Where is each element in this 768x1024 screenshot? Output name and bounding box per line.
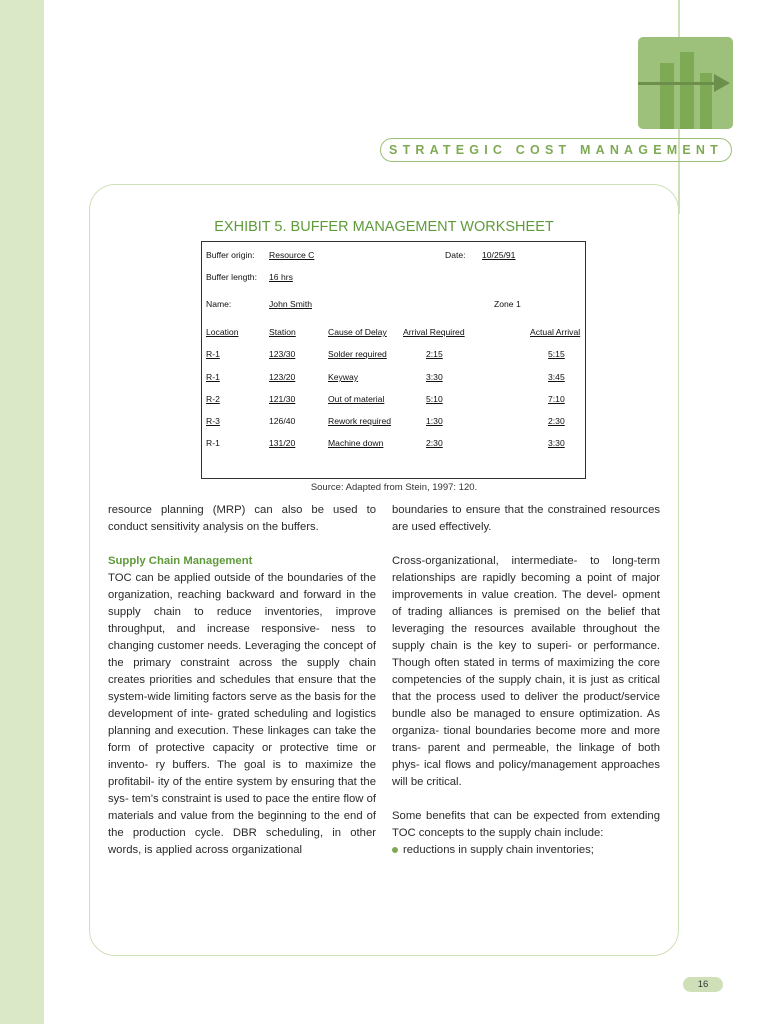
- right-text-column: [392, 502, 660, 859]
- row-station: 123/30: [269, 349, 296, 359]
- row-station: 131/20: [269, 438, 296, 448]
- section-heading: Supply Chain Management: [108, 555, 253, 567]
- row-cause: Rework required: [328, 416, 392, 426]
- row-arrival-required: 2:30: [426, 438, 443, 448]
- header-arrival-required: Arrival Required: [403, 327, 465, 337]
- row-station: 121/30: [269, 394, 296, 404]
- row-actual-arrival: 3:45: [548, 372, 565, 382]
- date-value: 10/25/91: [482, 250, 516, 260]
- row-actual-arrival: 7:10: [548, 394, 565, 404]
- row-actual-arrival: 5:15: [548, 349, 565, 359]
- row-station: 126/40: [269, 416, 296, 426]
- paragraph: Cross-organizational, intermediate- to long-term relationships are rapidly becoming a point of major improvements in value creation. The devel- opment of trading alliances is premised on the belief that leveraging the resources available throughout the supply chain is the key to superi- or performance. Though often stated in terms of maximizing the core competencies of the supply chain, it is just as critical that the process used to deliver the product/service bundle also be managed to ensure optimization. As organiza- tional boundaries become more and more trans- parent and permeable, the linkage of both phys- ical flows and policy/management approaches will be critical.: [392, 555, 660, 788]
- row-arrival-required: 1:30: [426, 416, 443, 426]
- exhibit-source: Source: Adapted from Stein, 1997: 120.: [310, 482, 478, 493]
- row-arrival-required: 2:15: [426, 349, 443, 359]
- paragraph: boundaries to ensure that the constrained resources are used effectively.: [392, 504, 660, 533]
- header-actual-arrival: Actual Arrival: [530, 327, 581, 337]
- left-text-column: [108, 502, 376, 859]
- date-label: Date:: [445, 250, 466, 260]
- header-location: Location: [206, 327, 239, 337]
- buffer-origin-value: Resource C: [269, 250, 315, 260]
- name-label: Name:: [206, 299, 232, 309]
- buffer-worksheet: [201, 241, 586, 479]
- row-arrival-required: 3:30: [426, 372, 443, 382]
- brand-header: STRATEGIC COST MANAGEMENT: [380, 138, 732, 162]
- header-station: Station: [269, 327, 296, 337]
- left-margin-band: [0, 0, 44, 1024]
- name-value: John Smith: [269, 299, 312, 309]
- row-cause: Solder required: [328, 349, 387, 359]
- page-number: 16: [683, 977, 723, 992]
- row-location: R-1: [206, 372, 220, 382]
- bullet-icon: [392, 847, 398, 853]
- bullet-item: [392, 842, 660, 859]
- row-actual-arrival: 3:30: [548, 438, 565, 448]
- zone-label: Zone 1: [494, 299, 521, 309]
- row-arrival-required: 5:10: [426, 394, 443, 404]
- bullet-text: reductions in supply chain inventories;: [403, 844, 594, 856]
- chart-logo-icon: [638, 37, 733, 129]
- row-location: R-3: [206, 416, 220, 426]
- buffer-length-value: 16 hrs: [269, 272, 293, 282]
- row-location: R-2: [206, 394, 220, 404]
- row-station: 123/20: [269, 372, 296, 382]
- row-location: R-1: [206, 438, 220, 448]
- row-actual-arrival: 2:30: [548, 416, 565, 426]
- row-location: R-1: [206, 349, 220, 359]
- row-cause: Out of material: [328, 394, 385, 404]
- paragraph: resource planning (MRP) can also be used to conduct sensitivity analysis on the buffers.: [108, 504, 376, 533]
- buffer-origin-label: Buffer origin:: [206, 250, 255, 260]
- row-cause: Keyway: [328, 372, 359, 382]
- paragraph: Some benefits that can be expected from extending TOC concepts to the supply chain include:: [392, 810, 660, 839]
- exhibit-title: EXHIBIT 5. BUFFER MANAGEMENT WORKSHEET: [214, 219, 554, 235]
- paragraph: TOC can be applied outside of the boundaries of the organization, reaching backward and forward in the supply chain to reduce inventories, improve throughput, and increase responsive- ness to changing customer needs. Leveraging the concept of the primary constraint across the supply chain creates priorities and schedules that ensure that the system-wide limiting factors serve as the basis for the development of inte- grated scheduling and logistics planning and execution. These linkages can take the form of protective capacity or protective time or invento- ry buffers. The goal is to maximize the profitabil- ity of the entire system by ensuring that the sys- tem’s constraint is used to pace the entire flow of materials and value from the beginning to the end of the production cycle. DBR scheduling, in other words, is applied across organizational: [108, 572, 376, 856]
- buffer-length-label: Buffer length:: [206, 272, 257, 282]
- row-cause: Machine down: [328, 438, 384, 448]
- header-cause: Cause of Delay: [328, 327, 387, 337]
